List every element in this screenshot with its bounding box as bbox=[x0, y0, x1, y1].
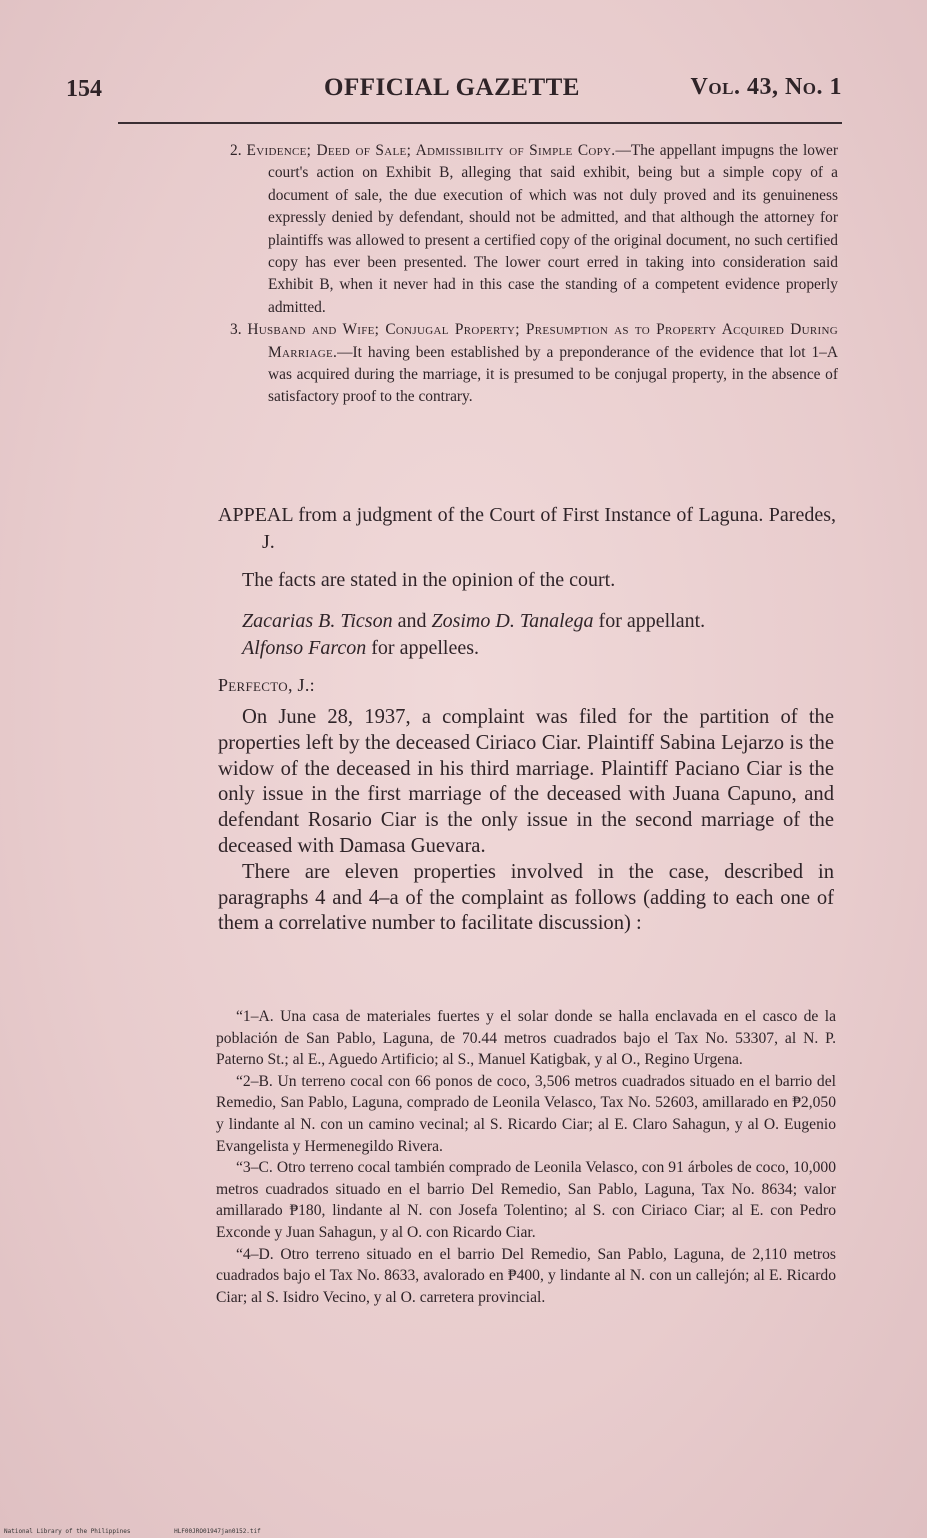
syllabus-text: —The appellant impugns the lower court's action on Exhibit B, alleging that said exhibit, being but a simple copy of a document of sale, the due execution of which was not duly proved and its genuineness expressly denied by defendant, should not be admitted, and that although the attorney for plaintiffs was allowed to present a certified copy of the original document, no such certified copy has ever been presented. The lower court erred in taking into consideration said Exhibit B, when it never had in this case the standing of a competent evidence properly admitted. bbox=[268, 142, 838, 316]
opinion-body bbox=[218, 705, 834, 937]
publication-title: OFFICIAL GAZETTE bbox=[324, 74, 580, 101]
syllabus-number: 3. bbox=[230, 321, 242, 339]
quote-paragraph: “3–C. Otro terreno cocal también comprado de Leonila Velasco, con 91 árboles de coco, 10,000 metros cuadrados situado en el barrio Del Remedio, San Pablo, Laguna, Tax No. 8634; valor amillarado ₱180, lindante al N. con Josefa Tolentino; al S. con Ciriaco Ciar; al E. con Pedro Exconde y Juan Sahagun, y al O. con Ricardo Ciar. bbox=[216, 1159, 836, 1241]
file-name: HLF00JRO01947jan0152.tif bbox=[174, 1528, 261, 1535]
syllabus-number: 2. bbox=[230, 142, 242, 159]
volume-number: Vol. 43, No. 1 bbox=[690, 74, 842, 100]
syllabus-heading: Husband and Wife; Conjugal Property; Presumption as to Property Acquired During Marriage. bbox=[247, 321, 839, 361]
syllabus-item bbox=[230, 140, 838, 319]
counsel-role: for appellant. bbox=[593, 610, 706, 632]
counsel-name: Zosimo D. Tanalega bbox=[431, 610, 594, 632]
appeal-text: APPEAL from a judgment of the Court of First Instance of Laguna. Paredes, J. bbox=[218, 504, 836, 553]
appeal-statement bbox=[218, 502, 836, 556]
syllabus bbox=[230, 140, 838, 409]
page-number: 154 bbox=[66, 76, 102, 102]
syllabus-text: —It having been established by a preponderance of the evidence that lot 1–A was acquired during the marriage, it is presumed to be conjugal property, in the absence of satisfactory proof to the contrary. bbox=[268, 343, 838, 406]
appellee-counsel bbox=[242, 635, 842, 662]
quoted-complaint bbox=[216, 1006, 836, 1308]
judge-name: Perfecto, J.: bbox=[218, 675, 315, 695]
syllabus-item bbox=[230, 319, 838, 409]
counsel-role: for appellees. bbox=[366, 637, 479, 659]
syllabus-heading: Evidence; Deed of Sale; Admissibility of Simple Copy. bbox=[246, 142, 616, 159]
library-credit: National Library of the Philippines bbox=[4, 1528, 131, 1535]
counsel-name: Zacarias B. Ticson bbox=[242, 610, 393, 632]
opinion-paragraph: On June 28, 1937, a complaint was filed for the partition of the properties left by the deceased Ciriaco Ciar. Plaintiff Sabina Lejarzo is the widow of the deceased in his third marriage. Plaintiff Paciano Ciar is the only issue in the first marriage of the deceased with Juana Capuno, and defendant Rosario Ciar is the only issue in the second marriage of the deceased with Damasa Guevara. bbox=[218, 706, 834, 857]
quote-paragraph: “2–B. Un terreno cocal con 66 ponos de coco, 3,506 metros cuadrados situado en el barrio del Remedio, San Pablo, Laguna, comprado de Leonila Velasco, Tax No. 52603, amillarado en ₱2,050 y lindante al N. con un camino vecinal; al S. Ricardo Ciar; al E. Claro Sahagun, y al O. Eugenio Evangelista y Hermenegildo Rivera. bbox=[216, 1072, 836, 1155]
scan-footer bbox=[4, 1528, 301, 1535]
opinion-paragraph: There are eleven properties involved in the case, described in paragraphs 4 and 4–a of the complaint as follows (adding to each one of them a correlative number to facilitate discussion) : bbox=[218, 860, 834, 935]
counsel-name: Alfonso Farcon bbox=[242, 637, 367, 659]
appellant-counsel bbox=[242, 608, 842, 635]
header-rule bbox=[118, 122, 842, 124]
counsel-conjunction: and bbox=[392, 610, 432, 632]
quote-paragraph: “1–A. Una casa de materiales fuertes y el solar donde se halla enclavada en el casco de la población de San Pablo, Laguna, de 70.44 metros cuadrados bajo el Tax No. 53307, al N. P. Paterno St.; al E., Aguedo Artificio; al S., Manuel Katigbak, y al O., Regino Urgena. bbox=[216, 1008, 836, 1069]
counsel-block bbox=[242, 608, 842, 662]
quote-paragraph: “4–D. Otro terreno situado en el barrio Del Remedio, San Pablo, Laguna, de 2,110 metros cuadrados bajo el Tax No. 8633, avalorado en ₱400, y lindante al N. con un callejón; al E. Ricardo Ciar; al S. Isidro Vecino, y al O. carretera provincial. bbox=[216, 1245, 836, 1306]
page-header bbox=[66, 70, 842, 110]
facts-statement: The facts are stated in the opinion of the court. bbox=[242, 569, 616, 591]
